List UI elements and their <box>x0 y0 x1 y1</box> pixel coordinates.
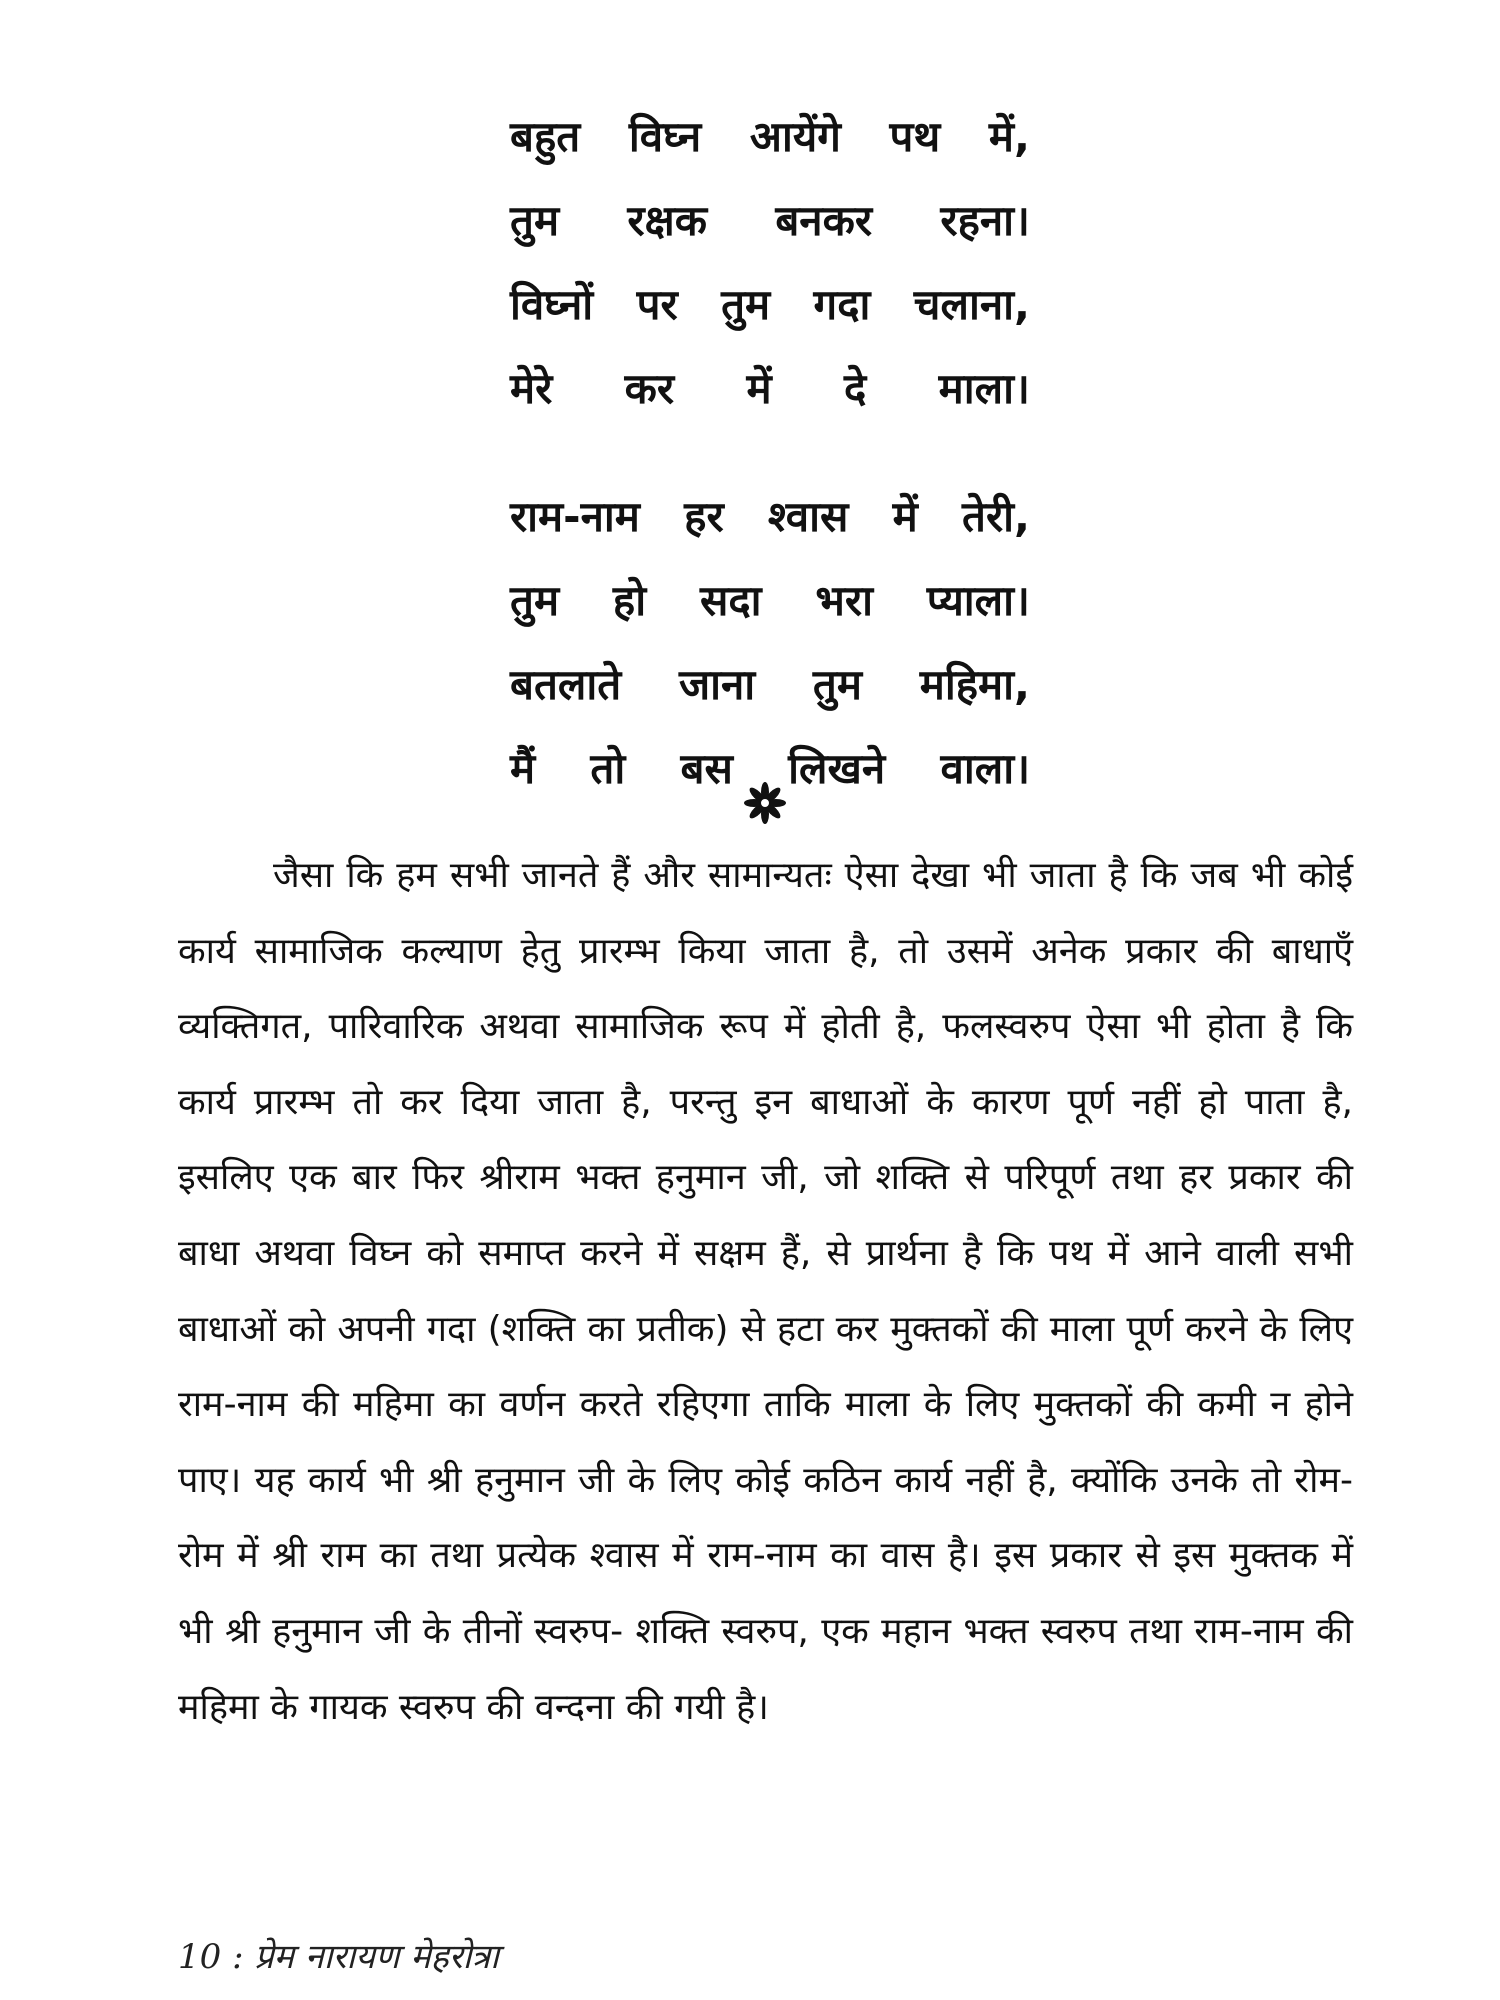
verse-word: तेरी, <box>962 492 1030 541</box>
verse-stanza-2 <box>510 475 1030 811</box>
verse-word: मैं <box>510 744 536 793</box>
verse-line <box>510 643 1030 727</box>
verse-word: दे <box>843 364 867 413</box>
verse-word: पर <box>636 280 678 329</box>
verse-word: बस <box>680 744 733 793</box>
verse-word: हो <box>612 576 647 625</box>
verse-word: रहना। <box>940 196 1030 245</box>
verse-line <box>510 347 1030 431</box>
verse-word: आयेंगे <box>749 112 841 161</box>
verse-word: बनकर <box>775 196 873 245</box>
verse-word: बतलाते <box>510 660 622 709</box>
flower-ornament-icon-svg <box>740 778 790 828</box>
verse-word: विघ्न <box>628 112 702 161</box>
verse-line <box>510 559 1030 643</box>
verse-word: पथ <box>889 112 941 161</box>
verse-word: रक्षक <box>627 196 707 245</box>
verse-word: में <box>746 364 772 413</box>
verse-word: बहुत <box>510 112 581 161</box>
verse-word: तुम <box>510 576 560 625</box>
verse-word: महिमा, <box>919 660 1030 709</box>
verse-word: राम-नाम <box>510 492 640 541</box>
verse-word: तुम <box>510 196 560 245</box>
verse-word: सदा <box>699 576 762 625</box>
flower-ornament-icon <box>740 778 790 828</box>
verse-word: जाना <box>678 660 756 709</box>
verse-line <box>510 179 1030 263</box>
commentary-paragraph: जैसा कि हम सभी जानते हैं और सामान्यतः ऐसा देखा भी जाता है कि जब भी कोई कार्य सामाजिक कल्याण हेतु प्रारम्भ किया जाता है, तो उसमें अनेक प्रकार की बाधाएँ व्यक्तिगत, पारिवारिक अथवा सामाजिक रूप में होती है, फलस्वरुप ऐसा भी होता है कि कार्य प्रारम्भ तो कर दिया जाता है, परन्तु इन बाधाओं के कारण पूर्ण नहीं हो पाता है, इसलिए एक बार फिर श्रीराम भक्त हनुमान जी, जो शक्ति से परिपूर्ण तथा हर प्रकार की बाधा अथवा विघ्न को समाप्त करने में सक्षम हैं, से प्रार्थना है कि पथ में आने वाली सभी बाधाओं को अपनी गदा (शक्ति का प्रतीक) से हटा कर मुक्तकों की माला पूर्ण करने के लिए राम-नाम की महिमा का वर्णन करते रहिएगा ताकि माला के लिए मुक्तकों की कमी न होने पाए। यह कार्य भी श्री हनुमान जी के लिए कोई कठिन कार्य नहीं है, क्योंकि उनके तो रोम-रोम में श्री राम का तथा प्रत्येक श्वास में राम-नाम का वास है। इस प्रकार से इस मुक्तक में भी श्री हनुमान जी के तीनों स्वरुप- शक्ति स्वरुप, एक महान भक्त स्वरुप तथा राम-नाम की महिमा के गायक स्वरुप की वन्दना की गयी है। <box>178 855 1353 1728</box>
verse-word: तो <box>590 744 626 793</box>
verse-word: हर <box>684 492 724 541</box>
verse-line <box>510 95 1030 179</box>
verse-word: माला। <box>938 364 1030 413</box>
verse-word: विघ्नों <box>510 280 594 329</box>
verse-line <box>510 263 1030 347</box>
verse-word: गदा <box>813 280 871 329</box>
verse-word: तुम <box>721 280 771 329</box>
verse-word: श्वास <box>767 492 849 541</box>
verse-word: कर <box>624 364 675 413</box>
verse-word: में <box>892 492 918 541</box>
verse-word: प्याला। <box>926 576 1030 625</box>
verse-word: तुम <box>812 660 862 709</box>
verse-word: भरा <box>815 576 873 625</box>
verse-word: में, <box>988 112 1030 161</box>
verse-word: लिखने <box>788 744 886 793</box>
verse-word: मेरे <box>510 364 553 413</box>
verse-line <box>510 475 1030 559</box>
verse-word: वाला। <box>940 744 1030 793</box>
verse-word: चलाना, <box>913 280 1030 329</box>
page-footer: 10 : प्रेम नारायण मेहरोत्रा <box>178 1937 499 1977</box>
verse-stanza-1 <box>510 95 1030 431</box>
